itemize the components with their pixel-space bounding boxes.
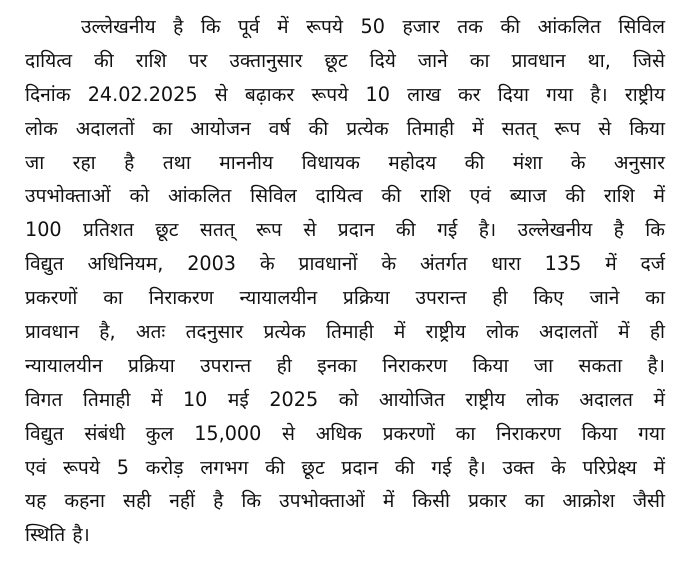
text-line: दायित्व की राशि पर उक्तानुसार छूट दिये जाने का प्रावधान था, जिसे	[25, 48, 665, 72]
text-line: जा रहा है तथा माननीय विधायक महोदय की मंशा के अनुसार	[25, 150, 665, 174]
text-line: उपभोक्ताओं को आंकलित सिविल दायित्व की राशि एवं ब्याज की राशि में	[25, 184, 665, 208]
text-line: न्यायालयीन प्रक्रिया उपरान्त ही इनका निराकरण किया जा सकता है।	[25, 353, 665, 377]
text-line: दिनांक 24.02.2025 से बढ़ाकर रूपये 10 लाख कर दिया गया है। राष्ट्रीय	[25, 82, 665, 106]
text-line: यह कहना सही नहीं है कि उपभोक्ताओं में किसी प्रकार का आक्रोश जैसी	[25, 489, 665, 513]
text-line: प्रकरणों का निराकरण न्यायालयीन प्रक्रिया उपरान्त ही किए जाने का	[25, 286, 665, 310]
text-line: विद्युत संबंधी कुल 15,000 से अधिक प्रकरणों का निराकरण किया गया	[25, 421, 665, 445]
text-line: 100 प्रतिशत छूट सतत् रूप से प्रदान की गई है। उल्लेखनीय है कि	[25, 218, 665, 242]
text-line: विगत तिमाही में 10 मई 2025 को आयोजित राष्ट्रीय लोक अदालत में	[25, 387, 665, 411]
text-line: उल्लेखनीय है कि पूर्व में रूपये 50 हजार तक की आंकलित सिविल	[81, 15, 665, 38]
text-line: एवं रूपये 5 करोड़ लगभग की छूट प्रदान की गई है। उक्त के परिप्रेक्ष्य में	[25, 455, 665, 479]
paragraph	[25, 10, 665, 552]
text-line: लोक अदालतों का आयोजन वर्ष की प्रत्येक तिमाही में सतत् रूप से किया	[25, 116, 665, 140]
text-line: विद्युत अधिनियम, 2003 के प्रावधानों के अंतर्गत धारा 135 में दर्ज	[25, 252, 665, 276]
text-line: प्रावधान है, अतः तदनुसार प्रत्येक तिमाही में राष्ट्रीय लोक अदालतों में ही	[25, 320, 665, 344]
text-line: स्थिति है।	[25, 523, 90, 547]
